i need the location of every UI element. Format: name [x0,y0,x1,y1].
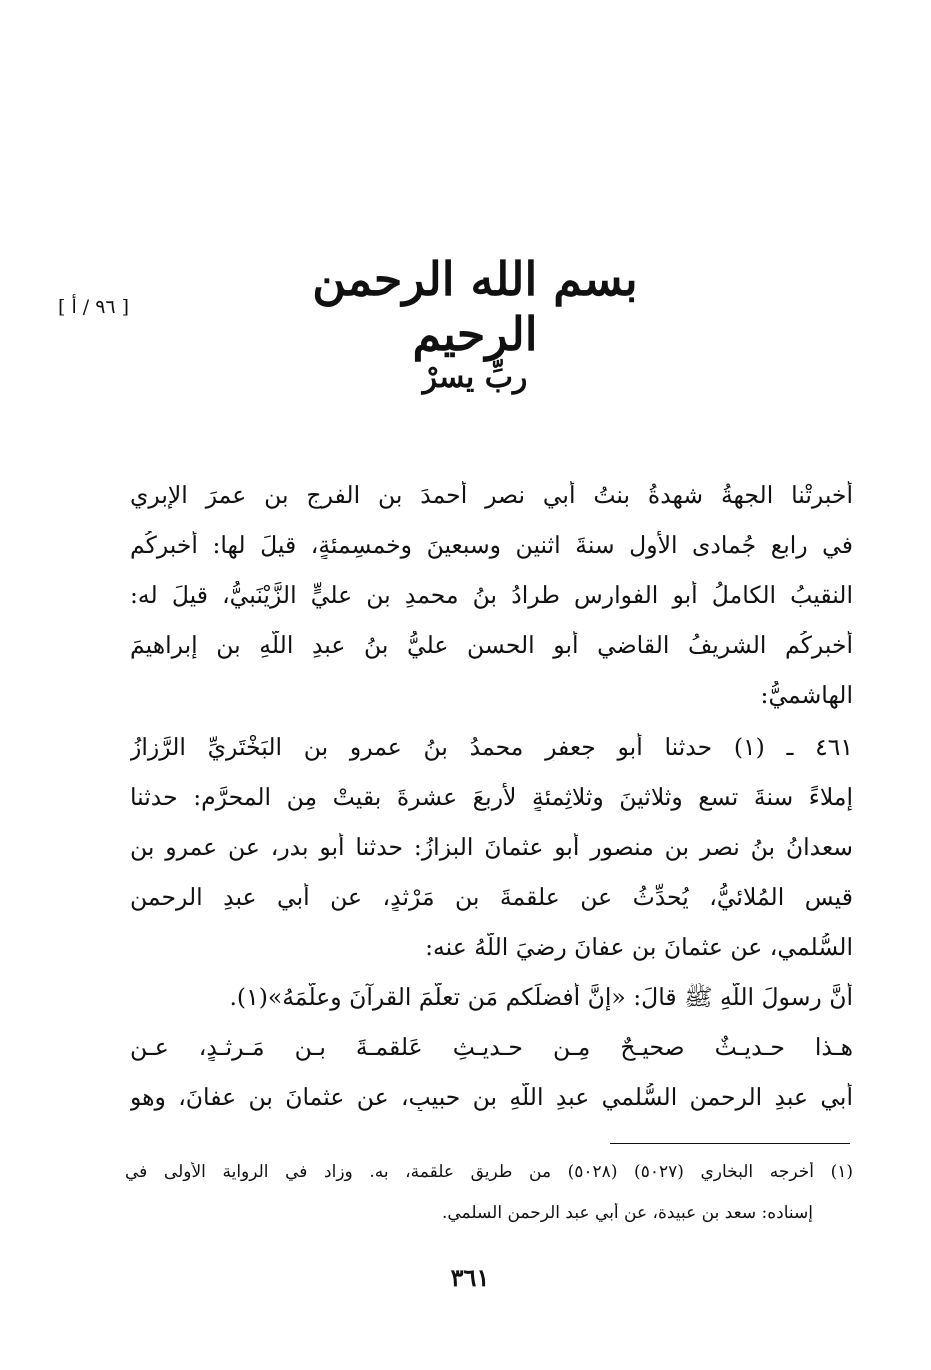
footnote-divider [610,1143,850,1144]
text-line: الهاشميُّ: [760,681,853,709]
footnote-line: (١) أخرجه البخاري (٥٠٢٧) (٥٠٢٨) من طريق علقمة، به. وزاد في الرواية الأولى في [125,1162,853,1182]
text-line: أبي عبدِ الرحمنِ السُّلمي عبدِ اللَّهِ بنِ حبيبٍ، عن عثمانَ بنِ عفانَ، وهو [130,1083,853,1111]
text-line: هـذا حـديـثٌ صحيـحٌ مِـن حـديـثِ عَلقمـةَ بـنِ مَـرثـدٍ، عـن [130,1033,853,1061]
text-line: أخبرتْنا الجهةُ شهدةُ بنتُ أبي نصرٍ أحمدَ بنِ الفرجِ بنِ عمرَ الإبري [130,481,853,509]
folio-reference: [ ٩٦ / أ ] [58,296,130,318]
footnote-line: إسناده: سعد بن عبيدة، عن أبي عبد الرحمن السلمي. [441,1203,813,1223]
text-line: قيسٍ المُلائيُّ، يُحدِّثُ عن علقمةَ بنِ مَرْثدٍ، عن أبي عبدِ الرحمنِ [130,883,853,911]
page-number: ٣٦١ [450,1263,490,1292]
text-line: إملاءً سنةَ تسعٍ وثلاثينَ وثلاثِمئةٍ لأربعَ عشرةَ بقيتْ مِن المحرَّمِ: حدثنا [130,783,853,811]
text-line: سعدانُ بنُ نصرِ بنِ منصورٍ أبو عثمانَ البزازُ: حدثنا أبو بدرٍ، عن عمرِو بنِ [130,833,853,861]
hadith-number-line: ٤٦١ ـ (١) حدثنا أبو جعفرٍ محمدُ بنُ عمرِو بنِ البَخْتَريِّ الرَّزازُ [130,733,853,761]
invocation-heading: ربِّ يسرْ [422,360,528,395]
text-line: في رابعِ جُمادى الأولِ سنةَ اثنينِ وسبعينَ وخمسِمئةٍ، قيلَ لها: أخبركُم [130,531,853,559]
hadith-text-line: أنَّ رسولَ اللَّهِ ﷺ قالَ: «إنَّ أفضلَكم مَن تعلَّمَ القرآنَ وعلَّمَهُ»(١). [229,983,853,1011]
text-line: أخبركُم الشريفُ القاضي أبو الحسنِ عليُّ بنُ عبدِ اللَّهِ بنِ إبراهيمَ [130,631,853,659]
basmala-calligraphy: بسم الله الرحمن الرحيم [312,252,638,362]
text-line: السُّلمي، عن عثمانَ بنِ عفانَ رضيَ اللَّهُ عنه: [425,933,853,961]
text-line: النقيبُ الكاملُ أبو الفوارسِ طرادُ بنُ محمدِ بنِ عليٍّ الزَّيْنَبيُّ، قيلَ له: [130,581,853,609]
